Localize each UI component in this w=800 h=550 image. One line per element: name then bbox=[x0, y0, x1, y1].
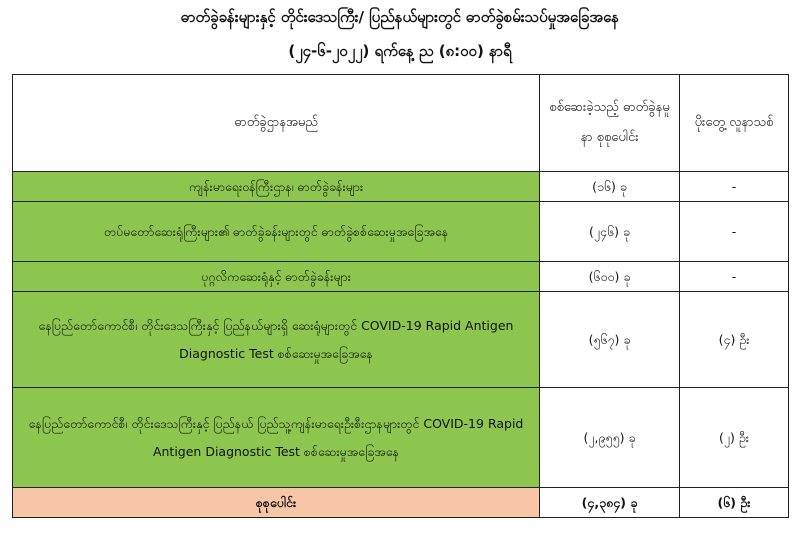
row-cases: - bbox=[680, 202, 789, 262]
row-samples: (၁၆) ခု bbox=[540, 172, 680, 202]
table-row bbox=[13, 262, 789, 292]
table-row bbox=[13, 388, 789, 488]
total-label: စုစုပေါင်း bbox=[13, 488, 540, 518]
total-row bbox=[13, 488, 789, 518]
row-cases: (၄) ဦး bbox=[680, 292, 789, 388]
testing-table bbox=[12, 74, 789, 518]
table-row bbox=[13, 292, 789, 388]
total-cases: (၆) ဦး bbox=[680, 488, 789, 518]
row-lab-name: နေပြည်တော်ကောင်စီ၊ တိုင်းဒေသကြီးနှင့် ပြည်နယ်များရှိ ဆေးရုံများတွင် COVID-19 Rapid Antigen Diagnostic Test စစ်ဆေးမှုအခြေအနေ bbox=[13, 292, 540, 388]
row-samples: (၅၆၇) ခု bbox=[540, 292, 680, 388]
row-cases: - bbox=[680, 172, 789, 202]
row-cases: - bbox=[680, 262, 789, 292]
row-lab-name: နေပြည်တော်ကောင်စီ၊ တိုင်းဒေသကြီးနှင့် ပြည်နယ် ပြည်သူ့ကျန်းမာရေးဦးစီးဌာနများတွင် COVID-19 Rapid Antigen Diagnostic Test စစ်ဆေးမှုအခြေအနေ bbox=[13, 388, 540, 488]
table-row bbox=[13, 202, 789, 262]
header-samples-total: စစ်ဆေးခဲ့သည့် ဓာတ်ခွဲနမူနာ စုစုပေါင်း bbox=[540, 75, 680, 172]
row-samples: (၂၄၆) ခု bbox=[540, 202, 680, 262]
row-lab-name: ပုဂ္ဂလိကဆေးရုံနှင့် ဓာတ်ခွဲခန်းများ bbox=[13, 262, 540, 292]
row-samples: (၂,၉၅၅) ခု bbox=[540, 388, 680, 488]
report-datetime: (၂၄-၆-၂၀၂၂) ရက်နေ့ ည (၈:၀၀) နာရီ bbox=[288, 42, 512, 60]
header-new-cases: ပိုးတွေ့ လူနာသစ် bbox=[680, 75, 789, 172]
row-lab-name: ကျန်းမာရေးဝန်ကြီးဌာန၊ ဓာတ်ခွဲခန်းများ bbox=[13, 172, 540, 202]
header-lab-name: ဓာတ်ခွဲဌာနအမည် bbox=[13, 75, 540, 172]
table-header-row bbox=[13, 75, 789, 172]
row-lab-name: တပ်မတော်ဆေးရုံကြီးများ၏ ဓာတ်ခွဲခန်းများတွင် ဓာတ်ခွဲစစ်ဆေးမှုအခြေအနေ bbox=[13, 202, 540, 262]
report-title: ဓာတ်ခွဲခန်းများနှင့် တိုင်းဒေသကြီး/ ပြည်နယ်များတွင် ဓာတ်ခွဲစမ်းသပ်မှုအခြေအနေ bbox=[180, 8, 620, 26]
total-samples: (၄,၃၈၄) ခု bbox=[540, 488, 680, 518]
table-row bbox=[13, 172, 789, 202]
row-cases: (၂) ဦး bbox=[680, 388, 789, 488]
row-samples: (၆၀၀) ခု bbox=[540, 262, 680, 292]
